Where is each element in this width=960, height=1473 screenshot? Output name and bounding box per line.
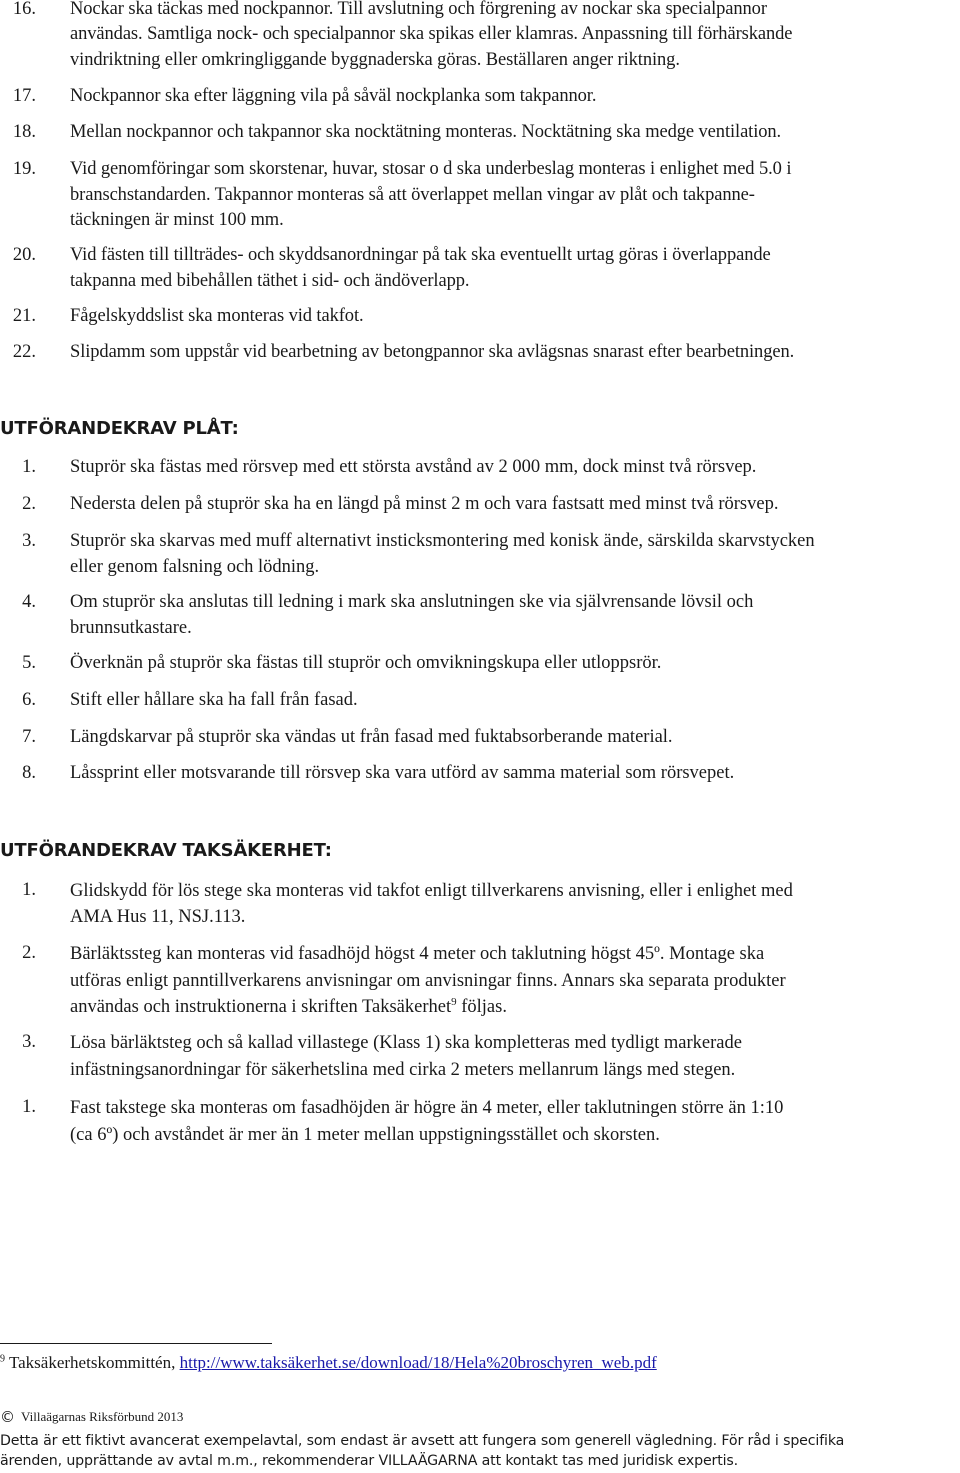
item-text-main: Bärläktssteg kan monteras vid fasadhöjd högst 4 meter och taklutning högst 45º. Montage ska utföras enligt panntillverkarens anvisningar om anvisningar finns. Annars ska separata produkter användas och instruktionerna i skriften Taksäkerhet: [70, 944, 786, 1017]
item-number: 22.: [12, 342, 36, 362]
list-item-19: [0, 157, 955, 234]
plat-item-1: [0, 455, 955, 481]
item-number: 4.: [22, 592, 36, 612]
item-text: Vid fästen till tillträdes- och skyddsanordningar på tak ska eventuellt urtag göras i överlappande takpanna med bibehållen täthet i sid- och ändöverlapp.: [70, 245, 771, 291]
list-item-18: [0, 120, 955, 146]
item-number: 16.: [12, 0, 36, 19]
copyright-text: Villaägarnas Riksförbund 2013: [21, 1409, 184, 1424]
item-number: 2.: [22, 943, 36, 963]
footnote-link[interactable]: http://www.taksäkerhet.se/download/18/Hela%20broschyren_web.pdf: [179, 1353, 657, 1372]
item-text: Vid genomföringar som skorstenar, huvar, stosar o d ska underbeslag monteras i enlighet med 5.0 i branschstandarden. Takpannor monteras så att överlappet mellan vingar av plåt och takpanne- täckningen är minst 100 mm.: [70, 159, 792, 230]
section-heading-taksakerhet: UTFÖRANDEKRAV TAKSÄKERHET:: [0, 840, 332, 861]
item-number: 18.: [12, 122, 36, 142]
item-number: 17.: [12, 86, 36, 106]
footnote: [0, 1352, 657, 1374]
item-text: Nedersta delen på stuprör ska ha en längd på minst 2 m och vara fastsatt med minst två rörsvep.: [70, 494, 779, 514]
item-text: Nockar ska täckas med nockpannor. Till avslutning och förgrening av nockar ska specialpannor användas. Samtliga nock- och specialpannor ska spikas eller klamras. Anpassning till förhärskande vindriktning eller omkringliggande byggnaderska göras. Beställaren anger riktning.: [70, 0, 793, 70]
tak-item-1: [0, 878, 955, 930]
item-number: 6.: [22, 690, 36, 710]
plat-item-2: [0, 492, 955, 518]
item-text: Stuprör ska skarvas med muff alternativt insticksmontering med konisk ände, särskilda skarvstycken eller genom falsning och lödning.: [70, 531, 815, 577]
copyright-icon: ©: [0, 1408, 15, 1426]
footnote-mark: 9: [0, 1353, 5, 1365]
item-number: 3.: [22, 531, 36, 551]
item-text: [70, 941, 955, 1021]
item-number: 7.: [22, 727, 36, 747]
tak-item-2: [0, 941, 955, 1021]
item-text: Stift eller hållare ska ha fall från fasad.: [70, 690, 358, 710]
tak-item-3: [0, 1030, 955, 1083]
list-item-20: [0, 243, 955, 294]
item-number: 19.: [12, 159, 36, 179]
item-text: Mellan nockpannor och takpannor ska nocktätning monteras. Nocktätning ska medge ventilation.: [70, 122, 782, 142]
copyright: [0, 1408, 183, 1426]
item-number: 21.: [12, 306, 36, 326]
plat-item-6: [0, 688, 955, 714]
item-number: 3.: [22, 1032, 36, 1052]
footnote-text: Taksäkerhetskommittén,: [5, 1353, 180, 1372]
item-text: Nockpannor ska efter läggning vila på såväl nockplanka som takpannor.: [70, 86, 597, 106]
plat-item-7: [0, 725, 955, 751]
list-item-17: [0, 84, 955, 110]
item-number: 8.: [22, 763, 36, 783]
item-text: Fast takstege ska monteras om fasadhöjden är högre än 4 meter, eller taklutningen större än 1:10 (ca 6º) och avståndet är mer än 1 meter mellan uppstigningsstället och skorsten.: [70, 1098, 784, 1145]
item-text: Glidskydd för lös stege ska monteras vid takfot enligt tillverkarens anvisning, eller i enlighet med AMA Hus 11, NSJ.113.: [70, 881, 793, 927]
list-item-16: [0, 0, 955, 73]
item-text: Stuprör ska fästas med rörsvep med ett största avstånd av 2 000 mm, dock minst två rörsvep.: [70, 457, 757, 477]
item-number: 20.: [12, 245, 36, 265]
item-number: 1.: [22, 457, 36, 477]
item-text: Fågelskyddslist ska monteras vid takfot.: [70, 306, 364, 326]
item-number: 1.: [22, 1097, 36, 1117]
item-number: 1.: [22, 880, 36, 900]
item-text: Låssprint eller motsvarande till rörsvep ska vara utförd av samma material som rörsvepet.: [70, 763, 735, 783]
plat-item-3: [0, 529, 955, 580]
tak-item-4: [0, 1095, 955, 1148]
item-number: 2.: [22, 494, 36, 514]
footnote-divider: [0, 1343, 272, 1344]
item-text-end: följas.: [456, 997, 507, 1017]
item-text: Längdskarvar på stuprör ska vändas ut från fasad med fuktabsorberande material.: [70, 727, 673, 747]
item-number: 5.: [22, 653, 36, 673]
item-text: Om stuprör ska anslutas till ledning i mark ska anslutningen ske via självrensande lövsil och brunnsutkastare.: [70, 592, 754, 638]
item-text: Lösa bärläktsteg och så kallad villastege (Klass 1) ska kompletteras med tydligt markerade infästningsanordningar för säkerhetslina med cirka 2 meters mellanrum längs med stegen.: [70, 1033, 742, 1080]
item-text: Slipdamm som uppstår vid bearbetning av betongpannor ska avlägsnas snarast efter bearbetningen.: [70, 342, 795, 362]
plat-item-5: [0, 651, 955, 677]
item-text: Överknän på stuprör ska fästas till stuprör och omvikningskupa eller utloppsrör.: [70, 653, 662, 673]
list-item-21: [0, 304, 955, 330]
section-heading-plat: UTFÖRANDEKRAV PLÅT:: [0, 418, 239, 439]
footnote-ref[interactable]: 9: [451, 995, 457, 1008]
disclaimer-text: Detta är ett fiktivt avancerat exempelavtal, som endast är avsett att fungera som generell vägledning. För råd i specifika ärenden, upprättande av avtal m.m., rekommenderar VILLAÄGARNA att kontakt tas med juridisk expertis.: [0, 1433, 845, 1469]
list-item-22: [0, 340, 955, 366]
plat-item-8: [0, 761, 955, 787]
plat-item-4: [0, 590, 955, 641]
